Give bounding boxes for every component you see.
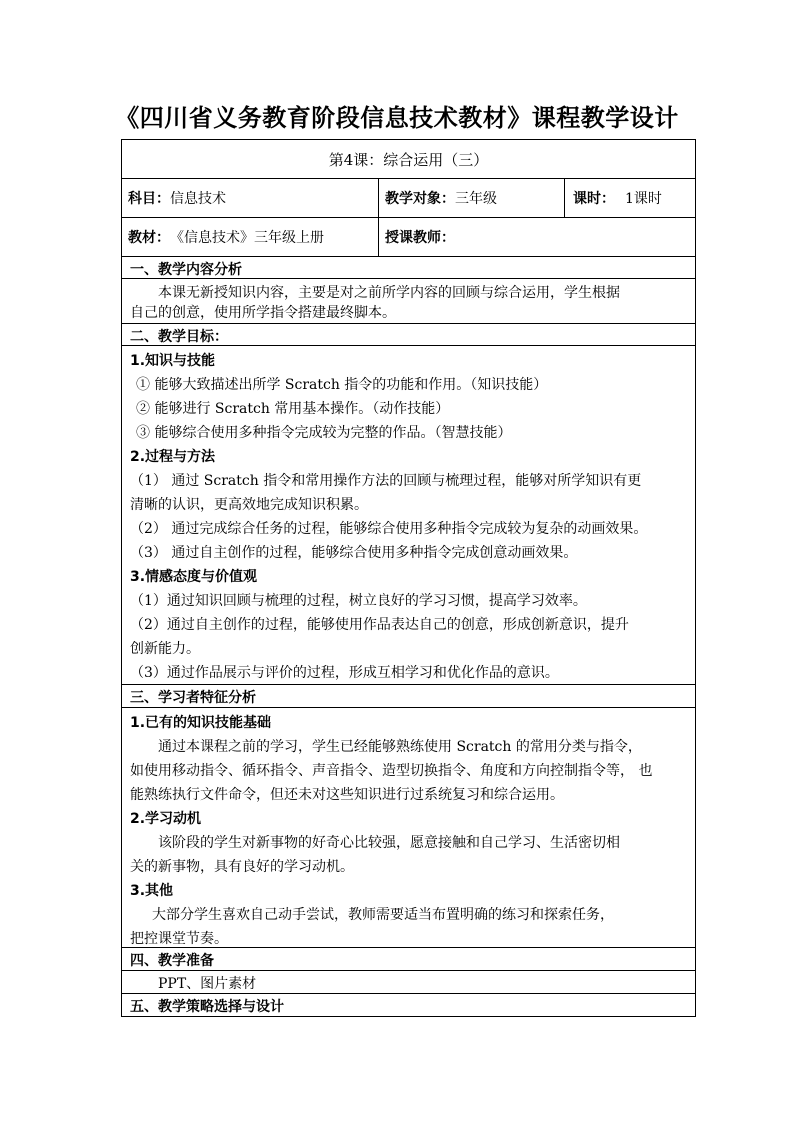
- target-cell: [378, 179, 564, 217]
- section2-body: [122, 346, 695, 685]
- method-item: （1） 通过 Scratch 指令和常用操作方法的回顾与梳理过程，能够对所学知识有更: [130, 473, 642, 489]
- teacher-label: 授课教师：: [385, 230, 455, 246]
- hours-value: 1课时: [625, 191, 662, 207]
- section2-heading-row: [122, 324, 695, 346]
- document-title: 《四川省义务教育阶段信息技术教材》课程教学设计: [115, 104, 679, 132]
- section4-heading: 四、教学准备: [130, 953, 214, 969]
- textbook-label: 教材：: [128, 230, 170, 246]
- hours-label: 课时：: [573, 191, 615, 207]
- other-line: 把控课堂节奏。: [130, 931, 228, 947]
- prior-knowledge-title: 1.已有的知识技能基础: [130, 715, 272, 731]
- method-item: 清晰的认识，更高效地完成知识积累。: [130, 497, 368, 513]
- method-item: （2） 通过完成综合任务的过程，能够综合使用多种指令完成较为复杂的动画效果。: [130, 521, 648, 537]
- section4-body: [122, 971, 695, 994]
- emotion-item: （2）通过自主创作的过程，能够使用作品表达自己的创意，形成创新意识，提升: [130, 617, 629, 633]
- method-title: 2.过程与方法: [130, 449, 216, 465]
- subject-label: 科目：: [128, 191, 170, 207]
- knowledge-item: ② 能够进行 Scratch 常用基本操作。（动作技能）: [136, 401, 450, 417]
- target-value: 三年级: [455, 191, 497, 207]
- prior-knowledge-line: 如使用移动指令、循环指令、声音指令、造型切换指令、角度和方向控制指令等， 也: [130, 763, 653, 779]
- section3-heading-row: [122, 685, 695, 708]
- section5-heading-row: [122, 994, 695, 1016]
- subject-cell: [122, 179, 378, 217]
- lesson-plan-table: [121, 139, 696, 1017]
- motivation-line: 关的新事物，具有良好的学习动机。: [130, 859, 354, 875]
- emotion-item: （1）通过知识回顾与梳理的过程，树立良好的学习习惯，提高学习效率。: [130, 593, 587, 609]
- motivation-title: 2.学习动机: [130, 811, 202, 827]
- target-label: 教学对象：: [385, 191, 455, 207]
- method-item: （3） 通过自主创作的过程，能够综合使用多种指令完成创意动画效果。: [130, 545, 578, 561]
- section4-heading-row: [122, 948, 695, 971]
- textbook-value: 《信息技术》三年级上册: [170, 230, 324, 246]
- hours-cell: [564, 179, 695, 217]
- section3-body: [122, 708, 695, 948]
- other-line: 大部分学生喜欢自己动手尝试，教师需要适当布置明确的练习和探索任务，: [152, 907, 614, 923]
- emotion-item: 创新能力。: [130, 641, 200, 657]
- knowledge-item: ① 能够大致描述出所学 Scratch 指令的功能和作用。（知识技能）: [136, 377, 548, 393]
- emotion-item: （3）通过作品展示与评价的过程，形成互相学习和优化作品的意识。: [130, 665, 559, 681]
- subject-value: 信息技术: [170, 191, 226, 207]
- section1-heading-row: [122, 257, 695, 279]
- motivation-line: 该阶段的学生对新事物的好奇心比较强，愿意接触和自己学习、生活密切相: [158, 835, 620, 851]
- section1-line: 本课无新授知识内容，主要是对之前所学内容的回顾与综合运用，学生根据: [158, 285, 620, 301]
- section1-heading: 一、教学内容分析: [130, 262, 242, 278]
- subject-row: [122, 179, 695, 218]
- section3-heading: 三、学习者特征分析: [130, 690, 256, 706]
- emotion-title: 3.情感态度与价值观: [130, 569, 258, 585]
- section1-body: [122, 279, 695, 324]
- materials-line: PPT、图片素材: [158, 976, 257, 992]
- knowledge-title: 1.知识与技能: [130, 353, 216, 369]
- lesson-title: 第4课：综合运用（三）: [328, 150, 489, 169]
- other-title: 3.其他: [130, 883, 174, 899]
- section1-line: 自己的创意，使用所学指令搭建最终脚本。: [130, 305, 396, 321]
- textbook-row: [122, 218, 695, 257]
- prior-knowledge-line: 能熟练执行文件命令，但还未对这些知识进行过系统复习和综合运用。: [130, 787, 564, 803]
- textbook-cell: [122, 218, 378, 256]
- teacher-cell: [378, 218, 695, 256]
- lesson-row: [122, 140, 695, 179]
- knowledge-item: ③ 能够综合使用多种指令完成较为完整的作品。（智慧技能）: [136, 425, 512, 441]
- section5-heading: 五、教学策略选择与设计: [130, 999, 284, 1015]
- section2-heading: 二、教学目标：: [130, 329, 228, 345]
- prior-knowledge-line: 通过本课程之前的学习，学生已经能够熟练使用 Scratch 的常用分类与指令，: [158, 739, 642, 755]
